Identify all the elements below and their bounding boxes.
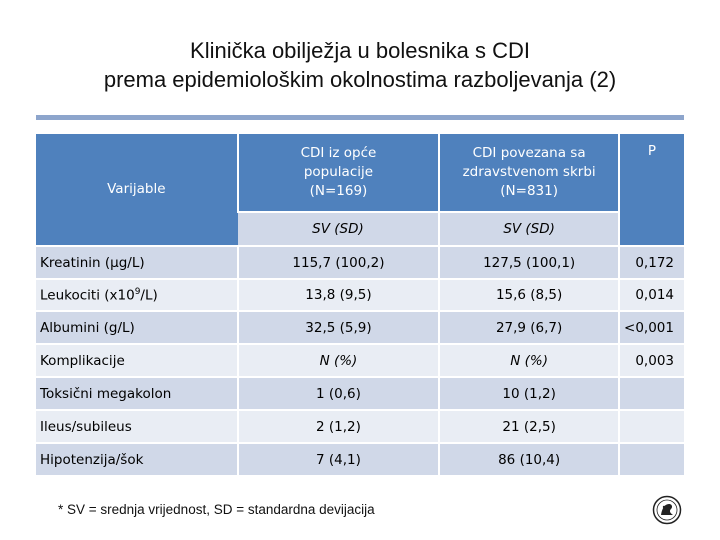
row-p bbox=[619, 410, 684, 443]
header-p-label: P bbox=[647, 143, 657, 159]
table-row bbox=[36, 311, 684, 344]
university-seal-icon bbox=[652, 495, 682, 525]
row-label: Toksični megakolon bbox=[36, 377, 238, 410]
page-title bbox=[0, 36, 720, 94]
header-variable-label: Varijable bbox=[107, 181, 166, 197]
row-label: Ileus/subileus bbox=[36, 410, 238, 443]
row-label-text: /L) bbox=[140, 287, 158, 304]
header-col1-line: (N=169) bbox=[309, 183, 368, 199]
title-line-1: Klinička obilježja u bolesnika s CDI bbox=[190, 38, 530, 63]
row-p: 0,172 bbox=[619, 246, 684, 279]
row-p: <0,001 bbox=[619, 311, 684, 344]
header-col2-line: (N=831) bbox=[500, 183, 558, 199]
table-row bbox=[36, 344, 684, 377]
row-p bbox=[619, 443, 684, 476]
table-row bbox=[36, 246, 684, 279]
row-label: Hipotenzija/šok bbox=[36, 443, 238, 476]
row-label: Kreatinin (µg/L) bbox=[36, 246, 238, 279]
row-col1: 13,8 (9,5) bbox=[238, 279, 440, 311]
header-col1 bbox=[238, 134, 440, 212]
row-col2: 10 (1,2) bbox=[439, 377, 619, 410]
subheader-col2: SV (SD) bbox=[439, 212, 619, 246]
row-col1: 1 (0,6) bbox=[238, 377, 440, 410]
row-col2: 21 (2,5) bbox=[439, 410, 619, 443]
row-p: 0,014 bbox=[619, 279, 684, 311]
table-row bbox=[36, 377, 684, 410]
header-col1-line: populacije bbox=[303, 164, 374, 180]
data-table bbox=[36, 134, 684, 477]
header-row bbox=[36, 134, 684, 212]
row-label bbox=[36, 279, 238, 311]
title-line-2: prema epidemiološkim okolnostima razboljevanja (2) bbox=[103, 67, 617, 92]
row-col2: N (%) bbox=[439, 344, 619, 377]
table-row bbox=[36, 443, 684, 476]
table-row bbox=[36, 410, 684, 443]
row-label: Albumini (g/L) bbox=[36, 311, 238, 344]
header-variable bbox=[36, 134, 238, 246]
header-col2-line: zdravstvenom skrbi bbox=[462, 164, 596, 180]
row-col2: 27,9 (6,7) bbox=[439, 311, 619, 344]
table-row bbox=[36, 279, 684, 311]
row-col2: 15,6 (8,5) bbox=[439, 279, 619, 311]
header-col2-line: CDI povezana sa bbox=[472, 145, 586, 161]
row-label-superscript: 9 bbox=[134, 286, 141, 297]
subheader-col1: SV (SD) bbox=[238, 212, 440, 246]
footnote: * SV = srednja vrijednost, SD = standardna devijacija bbox=[58, 502, 375, 517]
row-label-text: Leukociti (x10 bbox=[40, 287, 135, 304]
row-p: 0,003 bbox=[619, 344, 684, 377]
row-col1: 7 (4,1) bbox=[238, 443, 440, 476]
header-p bbox=[619, 134, 684, 246]
title-divider bbox=[36, 115, 684, 120]
row-label: Komplikacije bbox=[36, 344, 238, 377]
row-col1: 32,5 (5,9) bbox=[238, 311, 440, 344]
row-col1: 2 (1,2) bbox=[238, 410, 440, 443]
row-col2: 86 (10,4) bbox=[439, 443, 619, 476]
row-col1: 115,7 (100,2) bbox=[238, 246, 440, 279]
header-col1-line: CDI iz opće bbox=[300, 145, 377, 161]
row-col1: N (%) bbox=[238, 344, 440, 377]
row-p bbox=[619, 377, 684, 410]
header-col2 bbox=[439, 134, 619, 212]
row-col2: 127,5 (100,1) bbox=[439, 246, 619, 279]
